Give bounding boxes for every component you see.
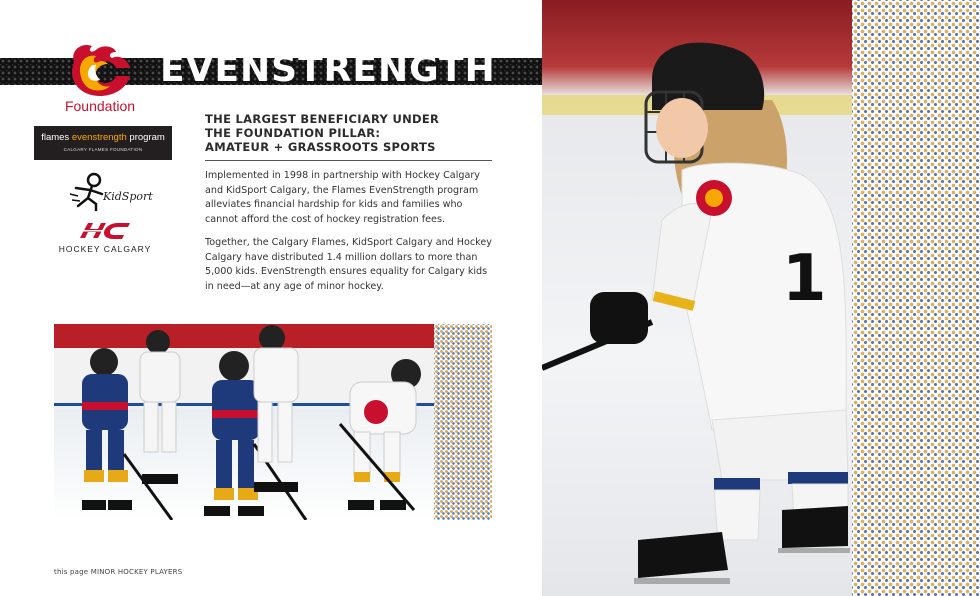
article-paragraph-1: Implemented in 1998 in partnership with Hockey Calgary and KidSport Calgary, the Flames EvenStrength program alleviates financial hardship for kids and families who cannot afford the cost of hockey registration fees. xyxy=(205,170,480,225)
page-title: EVENSTRENGTH xyxy=(160,49,496,90)
program-box-post: program xyxy=(126,132,165,143)
photo-caption: this page MINOR HOCKEY PLAYERS xyxy=(54,568,183,576)
minor-hockey-player-photo xyxy=(542,0,852,596)
hockey-calgary-label: HOCKEY CALGARY xyxy=(58,244,152,254)
hc-logo-icon xyxy=(78,220,134,242)
heading-line: THE FOUNDATION PILLAR: xyxy=(205,126,381,140)
program-box-subtitle: CALGARY FLAMES FOUNDATION xyxy=(63,147,143,152)
hockey-players-illustration xyxy=(54,324,434,520)
program-box-pre: flames xyxy=(41,132,72,143)
heading-divider xyxy=(205,160,492,161)
halftone-pattern-large xyxy=(852,0,980,596)
kidsport-label: KidSport xyxy=(103,190,153,203)
evenstrength-program-logo xyxy=(34,126,172,160)
halftone-pattern-small xyxy=(434,324,492,520)
minor-hockey-game-photo xyxy=(54,324,434,520)
foundation-label: Foundation xyxy=(64,98,136,114)
program-box-highlight: evenstrength xyxy=(71,132,127,143)
article-heading xyxy=(205,112,495,154)
program-box-title xyxy=(34,132,172,143)
hockey-player-illustration xyxy=(542,0,852,596)
article-paragraph-2: Together, the Calgary Flames, KidSport Calgary and Hockey Calgary have distributed 1.4 million dollars to more than 5,000 kids. EvenStrength ensures equality for Calgary kids in need—at any age of minor hockey. xyxy=(205,237,492,292)
heading-line: THE LARGEST BENEFICIARY UNDER xyxy=(205,112,440,126)
svg-text:1: 1 xyxy=(782,242,827,316)
flaming-c-logo-icon xyxy=(66,40,134,98)
heading-line: AMATEUR + GRASSROOTS SPORTS xyxy=(205,140,436,154)
